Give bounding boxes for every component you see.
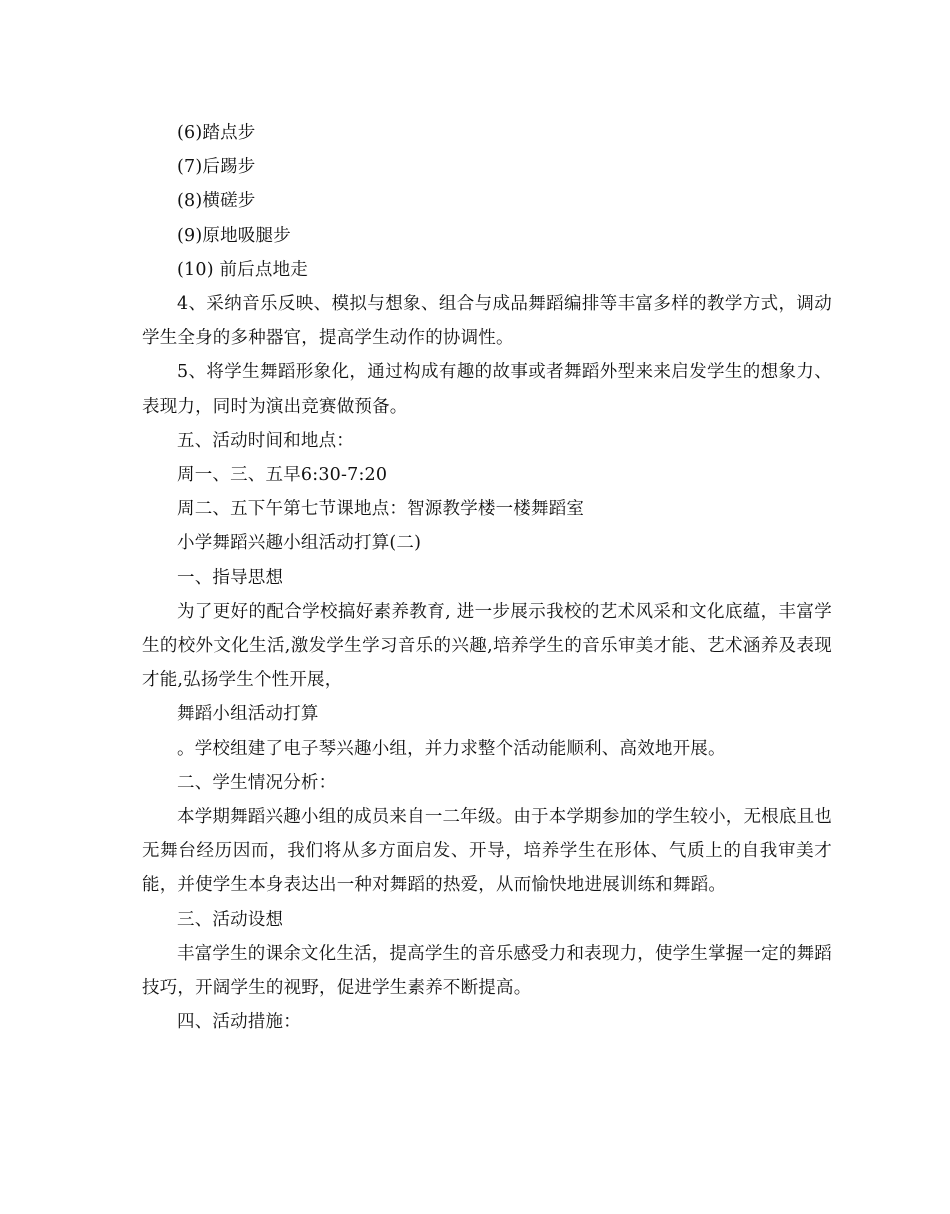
list-item-step-6: (6)踏点步: [177, 123, 256, 143]
section-heading-student-analysis: 二、学生情况分析：: [177, 772, 337, 793]
document-body: [142, 116, 832, 1039]
section-heading-guiding-idea: 一、指导思想: [177, 567, 284, 588]
paragraph-guiding-idea: 为了更好的配合学校搞好素养教育, 进一步展示我校的艺术风采和文化底蕴，丰富学生的校外文化生活,激发学生学习音乐的兴趣,培养学生的音乐审美才能、艺术涵养及表现才能,弘扬学生个性开展，: [142, 601, 832, 691]
section-heading-activity-measures: 四、活动措施：: [177, 1012, 301, 1033]
list-item-step-7: (7)后踢步: [177, 157, 256, 178]
paragraph-teaching-methods: 4、采纳音乐反映、模拟与想象、组合与成品舞蹈编排等丰富多样的教学方式，调动学生全身的多种器官，提高学生动作的协调性。: [142, 294, 832, 349]
list-item-step-9: (9)原地吸腿步: [177, 225, 291, 246]
list-item-step-10: (10) 前后点地走: [177, 259, 308, 280]
schedule-line-morning: 周一、三、五早6:30-7:20: [177, 465, 388, 486]
paragraph-imagery: 5、将学生舞蹈形象化，通过构成有趣的故事或者舞蹈外型来来启发学生的想象力、表现力，同时为演出竞赛做预备。: [142, 362, 832, 417]
paragraph-student-analysis: 本学期舞蹈兴趣小组的成员来自一二年级。由于本学期参加的学生较小，无根底且也无舞台经历因而，我们将从多方面启发、开导，培养学生在形体、气质上的自我审美才能，并使学生本身表达出一种对舞蹈的热爱，从而愉快地进展训练和舞蹈。: [142, 807, 832, 896]
document-subtitle: 小学舞蹈兴趣小组活动打算(二): [177, 533, 422, 554]
paragraph-activity-idea: 丰富学生的课余文化生活，提高学生的音乐感受力和表现力，使学生掌握一定的舞蹈技巧，开阔学生的视野，促进学生素养不断提高。: [142, 943, 832, 999]
section-heading-time-place: 五、活动时间和地点：: [177, 430, 354, 451]
paragraph-group-founded: 。学校组建了电子琴兴趣小组，并力求整个活动能顺利、高效地开展。: [177, 738, 726, 759]
section-heading-activity-idea: 三、活动设想: [177, 909, 284, 930]
list-item-step-8: (8)横磋步: [177, 191, 256, 212]
schedule-line-afternoon: 周二、五下午第七节课地点：智源教学楼一楼舞蹈室: [177, 499, 585, 520]
paragraph-plan-title: 舞蹈小组活动打算: [177, 704, 319, 725]
